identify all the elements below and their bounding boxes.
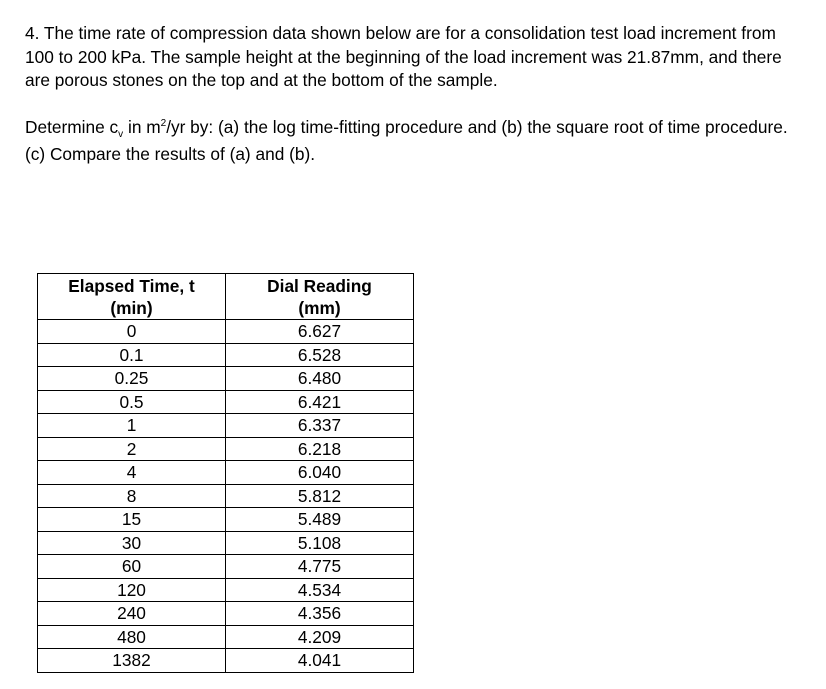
- squared-superscript: 2: [160, 118, 167, 129]
- problem-paragraph-2: [25, 116, 805, 166]
- table-row: [38, 578, 414, 602]
- elapsed-time-cell: 1: [38, 414, 226, 438]
- elapsed-time-cell: 30: [38, 531, 226, 555]
- elapsed-time-cell: 4: [38, 461, 226, 485]
- dial-reading-cell: 4.356: [226, 602, 414, 626]
- elapsed-time-cell: 0: [38, 320, 226, 344]
- elapsed-time-cell: 120: [38, 578, 226, 602]
- elapsed-time-cell: 240: [38, 602, 226, 626]
- dial-reading-cell: 4.775: [226, 555, 414, 579]
- table-row: [38, 390, 414, 414]
- dial-reading-cell: 6.337: [226, 414, 414, 438]
- dial-reading-header: [226, 274, 414, 320]
- elapsed-time-cell: 8: [38, 484, 226, 508]
- elapsed-time-header-line1: Elapsed Time, t: [68, 276, 195, 296]
- table-row: [38, 461, 414, 485]
- elapsed-time-cell: 0.5: [38, 390, 226, 414]
- table-row: [38, 437, 414, 461]
- dial-reading-cell: 4.209: [226, 625, 414, 649]
- dial-reading-cell: 6.218: [226, 437, 414, 461]
- elapsed-time-cell: 480: [38, 625, 226, 649]
- elapsed-time-cell: 60: [38, 555, 226, 579]
- consolidation-data-table: [37, 273, 414, 673]
- dial-reading-cell: 6.040: [226, 461, 414, 485]
- dial-reading-cell: 6.480: [226, 367, 414, 391]
- table-row: [38, 320, 414, 344]
- dial-reading-cell: 5.108: [226, 531, 414, 555]
- dial-reading-cell: 6.528: [226, 343, 414, 367]
- table-row: [38, 343, 414, 367]
- table-row: [38, 602, 414, 626]
- dial-reading-cell: 5.489: [226, 508, 414, 532]
- elapsed-time-cell: 0.25: [38, 367, 226, 391]
- dial-reading-cell: 6.627: [226, 320, 414, 344]
- table-row: [38, 414, 414, 438]
- table-header-row: [38, 274, 414, 320]
- table-body: [38, 320, 414, 673]
- elapsed-time-header: [38, 274, 226, 320]
- determine-text: Determine c: [25, 117, 119, 137]
- elapsed-time-cell: 1382: [38, 649, 226, 673]
- cv-subscript: v: [118, 129, 124, 140]
- table-row: [38, 484, 414, 508]
- units-text: in m: [123, 117, 161, 137]
- problem-paragraph-1: 4. The time rate of compression data shown below are for a consolidation test load increment from 100 to 200 kPa. The sample height at the beginning of the load increment was 21.87mm, and there are porous stones on the top and at the bottom of the sample.: [25, 23, 782, 90]
- dial-reading-header-line2: (mm): [298, 298, 341, 318]
- elapsed-time-cell: 0.1: [38, 343, 226, 367]
- elapsed-time-cell: 15: [38, 508, 226, 532]
- table-row: [38, 531, 414, 555]
- dial-reading-cell: 4.041: [226, 649, 414, 673]
- dial-reading-cell: 6.421: [226, 390, 414, 414]
- table-row: [38, 555, 414, 579]
- procedure-text: /yr by: (a) the log time-fitting procedure and (b) the square root of time procedure. (c) Compare the results of (a) and (b).: [25, 117, 788, 164]
- elapsed-time-cell: 2: [38, 437, 226, 461]
- dial-reading-cell: 4.534: [226, 578, 414, 602]
- dial-reading-cell: 5.812: [226, 484, 414, 508]
- table-row: [38, 625, 414, 649]
- dial-reading-header-line1: Dial Reading: [267, 276, 372, 296]
- table-row: [38, 367, 414, 391]
- elapsed-time-header-line2: (min): [110, 298, 153, 318]
- table-row: [38, 508, 414, 532]
- problem-statement: [25, 22, 805, 166]
- table-row: [38, 649, 414, 673]
